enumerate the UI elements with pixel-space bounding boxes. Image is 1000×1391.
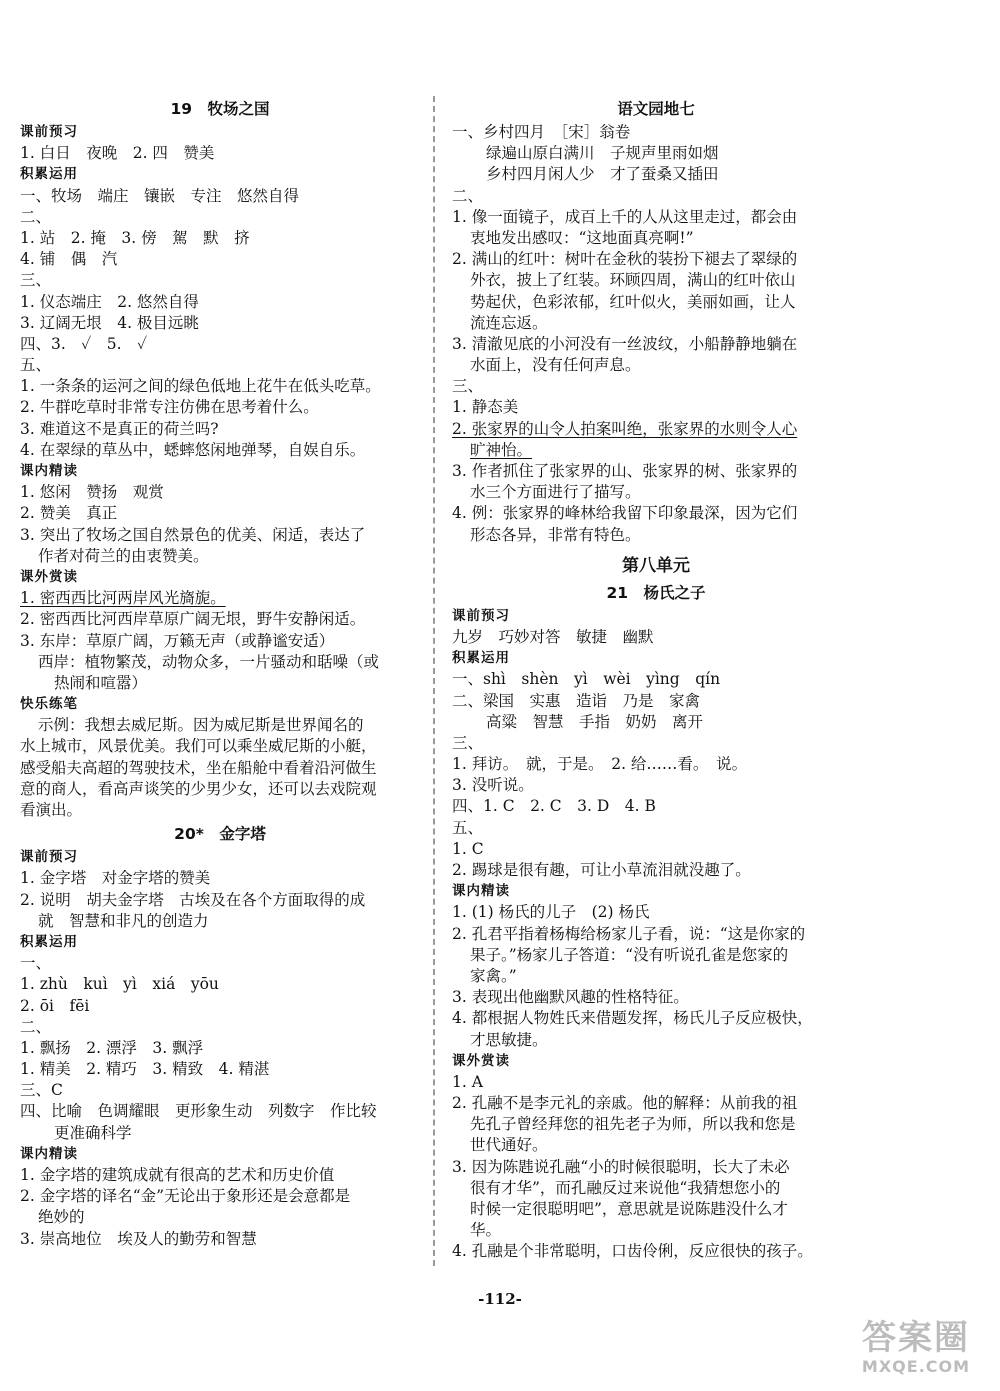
left-column bbox=[20, 96, 420, 1250]
answer-line: 三、C bbox=[20, 1081, 63, 1100]
subsection-heading: 积累运用 bbox=[20, 933, 78, 950]
answer-line: 1. 像一面镜子，成百上千的人从这里走过，都会由 bbox=[452, 207, 798, 226]
answer-line: 3. 辽阔无垠 4. 极目远眺 bbox=[20, 313, 199, 332]
subsection-heading: 课内精读 bbox=[20, 463, 78, 479]
answer-line: 1. 白日 夜晚 2. 四 赞美 bbox=[20, 144, 215, 163]
answer-line: 时候一定很聪明吧”，意思就是说陈韪没什么才 bbox=[470, 1200, 788, 1218]
answer-line: 二、梁国 实惠 造诣 乃是 家禽 bbox=[452, 691, 701, 710]
answer-line: 2. 孔融不是李元礼的亲戚。他的解释：从前我的祖 bbox=[452, 1094, 798, 1113]
subsection-heading: 快乐练笔 bbox=[20, 696, 78, 713]
answer-line: 四、比喻 色调耀眼 更形象生动 列数字 作比较 bbox=[20, 1102, 377, 1121]
section-title: 20* 金字塔 bbox=[174, 825, 266, 844]
answer-line: 一、shì shèn yì wèi yìng qín bbox=[452, 670, 721, 689]
answer-line: 三、 bbox=[452, 377, 484, 396]
column-divider bbox=[433, 96, 435, 1266]
answer-line: 果子。”杨家儿子答道：“没有听说孔雀是您家的 bbox=[470, 945, 789, 964]
watermark-text: 答案圈 bbox=[862, 1318, 970, 1358]
answer-line: 1. 静态美 bbox=[452, 398, 519, 417]
answer-line: 更准确科学 bbox=[54, 1123, 132, 1142]
answer-line: 2. 牛群吃草时非常专注仿佛在思考着什么。 bbox=[20, 398, 319, 417]
answer-line: 2. 孔君平指着杨梅给杨家儿子看，说：“这是你家的 bbox=[452, 924, 806, 943]
answer-line: 1. 精美 2. 精巧 3. 精致 4. 精湛 bbox=[20, 1060, 270, 1079]
answer-line: 1. C bbox=[452, 839, 484, 858]
subsection-heading: 课外赏读 bbox=[452, 1052, 510, 1069]
right-column bbox=[452, 96, 860, 1263]
answer-line: 2. 金字塔的译名“金”无论出于象形还是会意都是 bbox=[20, 1187, 351, 1206]
answer-line: 3. 突出了牧场之国自然景色的优美、闲适，表达了 bbox=[20, 525, 366, 544]
answer-line: 意的商人，看高声谈笑的少男少女，还可以去戏院观 bbox=[20, 779, 377, 798]
answer-line: 二、 bbox=[20, 207, 52, 226]
answer-line: 水三个方面进行了描写。 bbox=[470, 483, 641, 502]
answer-line: 流连忘返。 bbox=[470, 313, 548, 332]
answer-line: 五、 bbox=[452, 818, 484, 837]
answer-line: 九岁 巧妙对答 敏捷 幽默 bbox=[452, 627, 654, 646]
unit-title: 第八单元 bbox=[622, 555, 690, 576]
answer-line: 4. 都根据人物姓氏来借题发挥，杨氏儿子反应极快， bbox=[452, 1009, 813, 1028]
answer-line: 2. 密西西比河西岸草原广阔无垠，野牛安静闲适。 bbox=[20, 610, 366, 629]
answer-line: 3. 表现出他幽默风趣的性格特征。 bbox=[452, 988, 689, 1007]
answer-line: 衷地发出感叹：“这地面真亮啊!” bbox=[470, 228, 694, 247]
answer-line: 1. 拜访。 就，于是。 2. 给……看。 说。 bbox=[452, 755, 748, 774]
answer-line: 热闹和喧嚣） bbox=[54, 673, 148, 692]
section-title: 21 杨氏之子 bbox=[606, 583, 706, 602]
answer-line: 先孔子曾经拜您的祖先老子为师，所以我和您是 bbox=[470, 1115, 796, 1134]
watermark-logo bbox=[838, 1318, 994, 1376]
answer-line: 2. 说明 胡夫金字塔 古埃及在各个方面取得的成 bbox=[20, 890, 366, 909]
answer-line: 势起伏，色彩浓郁，红叶似火，美丽如画，让人 bbox=[470, 292, 796, 311]
subsection-heading: 课前预习 bbox=[20, 849, 78, 866]
answer-line: 1. 密西西比河两岸风光旖旎。 bbox=[20, 589, 226, 608]
answer-line: 三、 bbox=[20, 271, 52, 290]
answer-line: 1. (1) 杨氏的儿子 (2) 杨氏 bbox=[452, 903, 650, 922]
answer-line: 水面上，没有任何声息。 bbox=[470, 356, 641, 375]
section-title: 语文园地七 bbox=[617, 100, 695, 118]
answer-line: 1. 金字塔的建筑成就有很高的艺术和历史价值 bbox=[20, 1166, 335, 1184]
answer-line: 五、 bbox=[20, 356, 52, 375]
answer-line: 1. zhù kuì yì xiá yōu bbox=[20, 975, 219, 994]
answer-line: 旷神怡。 bbox=[470, 440, 533, 459]
answer-line: 2. ōi fēi bbox=[20, 996, 90, 1015]
answer-line: 西岸：植物繁茂，动物众多，一片骚动和聒噪（或 bbox=[38, 652, 380, 671]
answer-line: 2. 张家界的山令人拍案叫绝，张家界的水则令人心 bbox=[452, 419, 798, 438]
answer-line: 4. 孔融是个非常聪明，口齿伶俐，反应很快的孩子。 bbox=[452, 1242, 813, 1261]
subsection-heading: 课前预习 bbox=[20, 124, 78, 140]
answer-line: 1. 飘扬 2. 漂浮 3. 飘浮 bbox=[20, 1038, 204, 1057]
answer-line: 绝妙的 bbox=[38, 1208, 85, 1227]
answer-line: 四、3. ✓ 5. ✓ bbox=[20, 334, 148, 353]
subsection-heading: 课前预习 bbox=[452, 607, 510, 624]
section-title: 19 牧场之国 bbox=[170, 100, 270, 118]
answer-line: 一、乡村四月 ［宋］翁卷 bbox=[452, 123, 631, 141]
answer-line: 就 智慧和非凡的创造力 bbox=[38, 911, 209, 930]
answer-line: 看演出。 bbox=[20, 801, 83, 819]
answer-line: 4. 在翠绿的草丛中，蟋蟀悠闲地弹琴，自娱自乐。 bbox=[20, 440, 366, 459]
answer-line: 4. 例：张家界的峰林给我留下印象最深，因为它们 bbox=[452, 504, 798, 523]
answer-line: 家禽。” bbox=[470, 966, 517, 985]
answer-line: 形态各异，非常有特色。 bbox=[470, 525, 641, 544]
answer-line: 二、 bbox=[452, 186, 484, 205]
answer-line: 3. 东岸：草原广阔，万籁无声（或静谧安适） bbox=[20, 631, 335, 650]
subsection-heading: 积累运用 bbox=[20, 166, 78, 183]
answer-line: 示例：我想去威尼斯。因为威尼斯是世界闻名的 bbox=[38, 716, 364, 735]
answer-line: 1. 悠闲 赞扬 观赏 bbox=[20, 483, 164, 502]
answer-line: 很有才华”，而孔融反过来说他“我猜想您小的 bbox=[470, 1178, 781, 1197]
answer-line: 一、牧场 端庄 镶嵌 专注 悠然自得 bbox=[20, 186, 300, 205]
subsection-heading: 课外赏读 bbox=[20, 568, 78, 585]
page-number: -112- bbox=[478, 1290, 522, 1308]
answer-line: 1. A bbox=[452, 1072, 483, 1091]
answer-line: 3. 作者抓住了张家界的山、张家界的树、张家界的 bbox=[452, 462, 798, 480]
answer-line: 外衣，披上了红装。环顾四周，满山的红叶依山 bbox=[470, 271, 796, 290]
answer-line: 乡村四月闲人少 才了蚕桑又插田 bbox=[486, 165, 719, 184]
answer-line: 绿遍山原白满川 子规声里雨如烟 bbox=[486, 144, 719, 163]
answer-line: 3. 因为陈韪说孔融“小的时候很聪明，长大了未必 bbox=[452, 1157, 790, 1176]
answer-line: 1. 站 2. 掩 3. 傍 駕 默 挤 bbox=[20, 228, 250, 247]
subsection-heading: 积累运用 bbox=[452, 650, 510, 667]
answer-line: 高粱 智慧 手指 奶奶 离开 bbox=[486, 712, 704, 731]
answer-line: 华。 bbox=[470, 1221, 502, 1240]
answer-line: 作者对荷兰的由衷赞美。 bbox=[38, 546, 209, 565]
answer-line: 一、 bbox=[20, 954, 52, 973]
answer-line: 3. 崇高地位 埃及人的勤劳和智慧 bbox=[20, 1229, 257, 1248]
answer-line: 水上城市，风景优美。我们可以乘坐威尼斯的小艇， bbox=[20, 737, 377, 756]
subsection-heading: 课内精读 bbox=[452, 883, 510, 900]
answer-line: 三、 bbox=[452, 733, 484, 752]
answer-line: 2. 踢球是很有趣，可让小草流泪就没趣了。 bbox=[452, 861, 751, 879]
answer-line: 2. 赞美 真正 bbox=[20, 504, 118, 523]
answer-line: 3. 没听说。 bbox=[452, 776, 534, 795]
answer-line: 世代通好。 bbox=[470, 1136, 548, 1155]
answer-line: 才思敏捷。 bbox=[470, 1030, 548, 1049]
subsection-heading: 课内精读 bbox=[20, 1145, 78, 1162]
answer-line: 四、1. C 2. C 3. D 4. B bbox=[452, 797, 656, 816]
answer-line: 1. 一条条的运河之间的绿色低地上花牛在低头吃草。 bbox=[20, 377, 381, 396]
watermark-url: MXQE.COM bbox=[861, 1357, 971, 1376]
answer-line: 2. 满山的红叶：树叶在金秋的装扮下褪去了翠绿的 bbox=[452, 250, 798, 269]
answer-line: 二、 bbox=[20, 1017, 52, 1036]
answer-line: 3. 难道这不是真正的荷兰吗? bbox=[20, 419, 219, 438]
answer-line: 感受船夫高超的驾驶技术，坐在船舱中看着沿河做生 bbox=[20, 758, 377, 777]
answer-line: 3. 清澈见底的小河没有一丝波纹，小船静静地躺在 bbox=[452, 334, 798, 353]
answer-line: 1. 仪态端庄 2. 悠然自得 bbox=[20, 292, 199, 311]
answer-line: 1. 金字塔 对金字塔的赞美 bbox=[20, 869, 211, 888]
answer-line: 4. 铺 偶 汽 bbox=[20, 250, 118, 269]
